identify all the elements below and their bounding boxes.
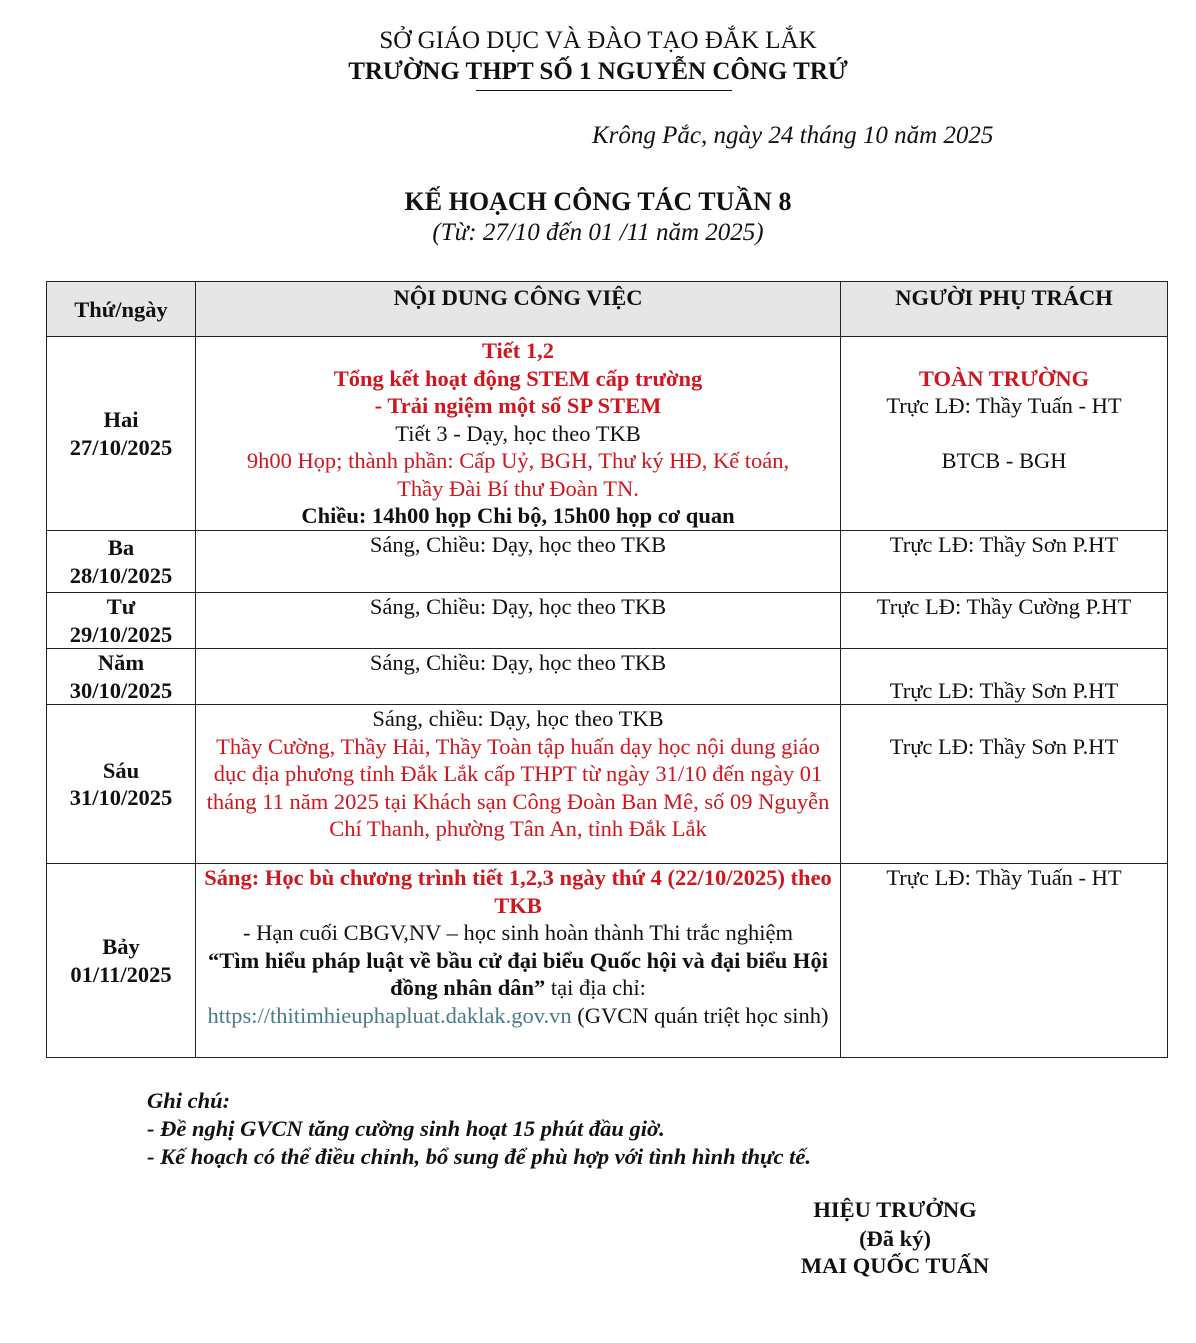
person-cell: Trực LĐ: Thầy Cường P.HT xyxy=(841,593,1168,649)
table-row xyxy=(47,337,1168,531)
day-cell: Sáu 31/10/2025 xyxy=(47,705,196,864)
signature-signed: (Đã ký) xyxy=(859,1226,931,1251)
place-date: Krông Pắc, ngày 24 tháng 10 năm 2025 xyxy=(592,122,994,149)
table-header-row xyxy=(47,282,1168,337)
person-cell: Trực LĐ: Thầy Sơn P.HT xyxy=(841,649,1168,705)
day-cell: Ba 28/10/2025 xyxy=(47,531,196,593)
table-row xyxy=(47,864,1168,1058)
divider xyxy=(476,90,732,91)
day-cell: Năm 30/10/2025 xyxy=(47,649,196,705)
day-cell: Bảy 01/11/2025 xyxy=(47,864,196,1058)
note-item: - Kế hoạch có thể điều chỉnh, bổ sung để phù hợp với tình hình thực tế. xyxy=(147,1144,812,1169)
person-cell: TOÀN TRƯỜNG Trực LĐ: Thầy Tuấn - HT BTCB - BGH xyxy=(841,337,1168,531)
plan-title: KẾ HOẠCH CÔNG TÁC TUẦN 8 xyxy=(404,187,792,216)
table-row xyxy=(47,593,1168,649)
content-cell: Sáng, Chiều: Dạy, học theo TKB xyxy=(196,593,841,649)
content-cell: Sáng, Chiều: Dạy, học theo TKB xyxy=(196,531,841,593)
notes-title: Ghi chú: xyxy=(147,1088,231,1113)
person-cell: Trực LĐ: Thầy Tuấn - HT xyxy=(841,864,1168,1058)
day-cell: Hai 27/10/2025 xyxy=(47,337,196,531)
header-day: Thứ/ngày xyxy=(47,282,196,337)
quiz-link[interactable]: https://thitimhieuphapluat.daklak.gov.vn xyxy=(207,1002,572,1028)
person-cell: Trực LĐ: Thầy Sơn P.HT xyxy=(841,705,1168,864)
content-cell: Sáng, chiều: Dạy, học theo TKB Thầy Cường, Thầy Hải, Thầy Toàn tập huấn dạy học nội dung giáo dục địa phương tỉnh Đắk Lắk cấp THPT từ ngày 31/10 đến ngày 01 tháng 11 năm 2025 tại Khách sạn Công Đoàn Ban Mê, số 09 Nguyễn Chí Thanh, phường Tân An, tỉnh Đắk Lắk xyxy=(196,705,841,864)
content-cell: Sáng: Học bù chương trình tiết 1,2,3 ngày thứ 4 (22/10/2025) theo TKB - Hạn cuối CBGV,NV – học sinh hoàn thành Thi trắc nghiệm “Tìm hiểu pháp luật về bầu cử đại biểu Quốc hội và đại biểu Hội đồng nhân dân” tại địa chỉ: https://thitimhieuphapluat.daklak.gov.vn (GVCN quán triệt học sinh) xyxy=(196,864,841,1058)
content-cell: Tiết 1,2 Tổng kết hoạt động STEM cấp trường - Trải ngiệm một số SP STEM Tiết 3 - Dạy, học theo TKB 9h00 Họp; thành phần: Cấp Uỷ, BGH, Thư ký HĐ, Kế toán, Thầy Đài Bí thư Đoàn TN. Chiều: 14h00 họp Chi bộ, 15h00 họp cơ quan xyxy=(196,337,841,531)
person-cell: Trực LĐ: Thầy Sơn P.HT xyxy=(841,531,1168,593)
plan-period: (Từ: 27/10 đến 01 /11 năm 2025) xyxy=(432,219,764,246)
org-name: SỞ GIÁO DỤC VÀ ĐÀO TẠO ĐẮK LẮK xyxy=(379,27,817,54)
schedule-table xyxy=(46,281,1168,1058)
table-row xyxy=(47,531,1168,593)
table-row xyxy=(47,705,1168,864)
signature-role: HIỆU TRƯỞNG xyxy=(813,1197,977,1222)
header-person: NGƯỜI PHỤ TRÁCH xyxy=(841,282,1168,337)
table-row xyxy=(47,649,1168,705)
signature-name: MAI QUỐC TUẤN xyxy=(800,1253,990,1278)
header-content: NỘI DUNG CÔNG VIỆC xyxy=(196,282,841,337)
note-item: - Đề nghị GVCN tăng cường sinh hoạt 15 phút đầu giờ. xyxy=(147,1116,665,1141)
school-name: TRƯỜNG THPT SỐ 1 NGUYỄN CÔNG TRỨ xyxy=(348,58,848,85)
day-cell: Tư 29/10/2025 xyxy=(47,593,196,649)
content-cell: Sáng, Chiều: Dạy, học theo TKB xyxy=(196,649,841,705)
